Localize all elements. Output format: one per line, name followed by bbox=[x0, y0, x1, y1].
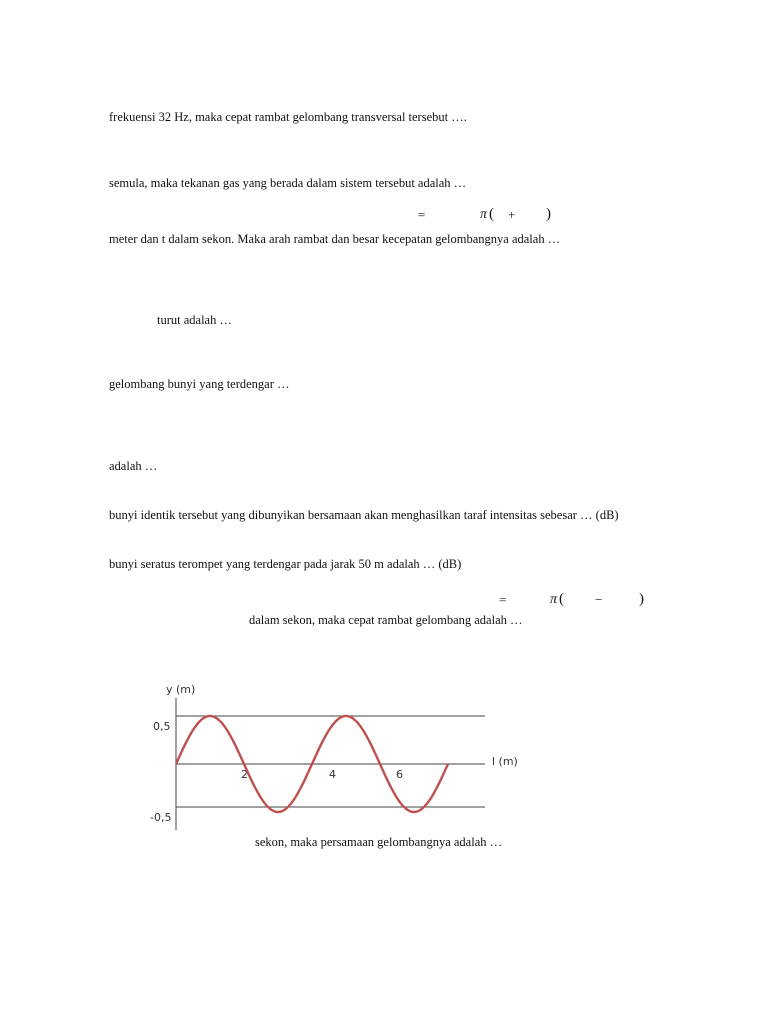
formula-1-open-paren: ( bbox=[489, 206, 494, 222]
formula-1 bbox=[418, 207, 558, 225]
y-tick-label-min: -0,5 bbox=[150, 811, 172, 824]
text-line-1: frekuensi 32 Hz, maka cepat rambat gelombang transversal tersebut …. bbox=[109, 110, 467, 124]
text-line-3: meter dan t dalam sekon. Maka arah rambat dan besar kecepatan gelombangnya adalah … bbox=[109, 232, 561, 246]
text-line-6: adalah … bbox=[109, 459, 158, 473]
formula-2-pi: π bbox=[550, 592, 558, 607]
text-line-7: bunyi identik tersebut yang dibunyikan bersamaan akan menghasilkan taraf intensitas sebesar … (dB) bbox=[109, 508, 619, 522]
text-line-9: dalam sekon, maka cepat rambat gelombang adalah … bbox=[249, 613, 523, 627]
x-tick-label-4: 4 bbox=[329, 768, 336, 781]
wave-graph bbox=[140, 678, 530, 833]
formula-2-equals: = bbox=[499, 592, 507, 607]
text-line-2: semula, maka tekanan gas yang berada dalam sistem tersebut adalah … bbox=[109, 176, 467, 190]
formula-2-close-paren: ) bbox=[639, 591, 644, 607]
y-tick-label-max: 0,5 bbox=[153, 720, 171, 733]
x-tick-label-6: 6 bbox=[396, 768, 403, 781]
text-line-8: bunyi seratus terompet yang terdengar pada jarak 50 m adalah … (dB) bbox=[109, 557, 462, 571]
formula-1-operator: + bbox=[508, 207, 516, 222]
text-line-5: gelombang bunyi yang terdengar … bbox=[109, 377, 290, 391]
y-axis-label: y (m) bbox=[166, 683, 196, 696]
formula-1-pi: π bbox=[480, 207, 488, 222]
x-tick-label-2: 2 bbox=[241, 768, 248, 781]
formula-2 bbox=[499, 592, 659, 610]
formula-1-close-paren: ) bbox=[546, 206, 551, 222]
x-axis-label: l (m) bbox=[492, 755, 518, 768]
text-line-4: turut adalah … bbox=[157, 313, 232, 327]
formula-2-open-paren: ( bbox=[559, 591, 564, 607]
text-line-10: sekon, maka persamaan gelombangnya adalah … bbox=[255, 835, 503, 849]
formula-1-equals: = bbox=[418, 207, 426, 222]
formula-2-operator: − bbox=[595, 592, 603, 607]
